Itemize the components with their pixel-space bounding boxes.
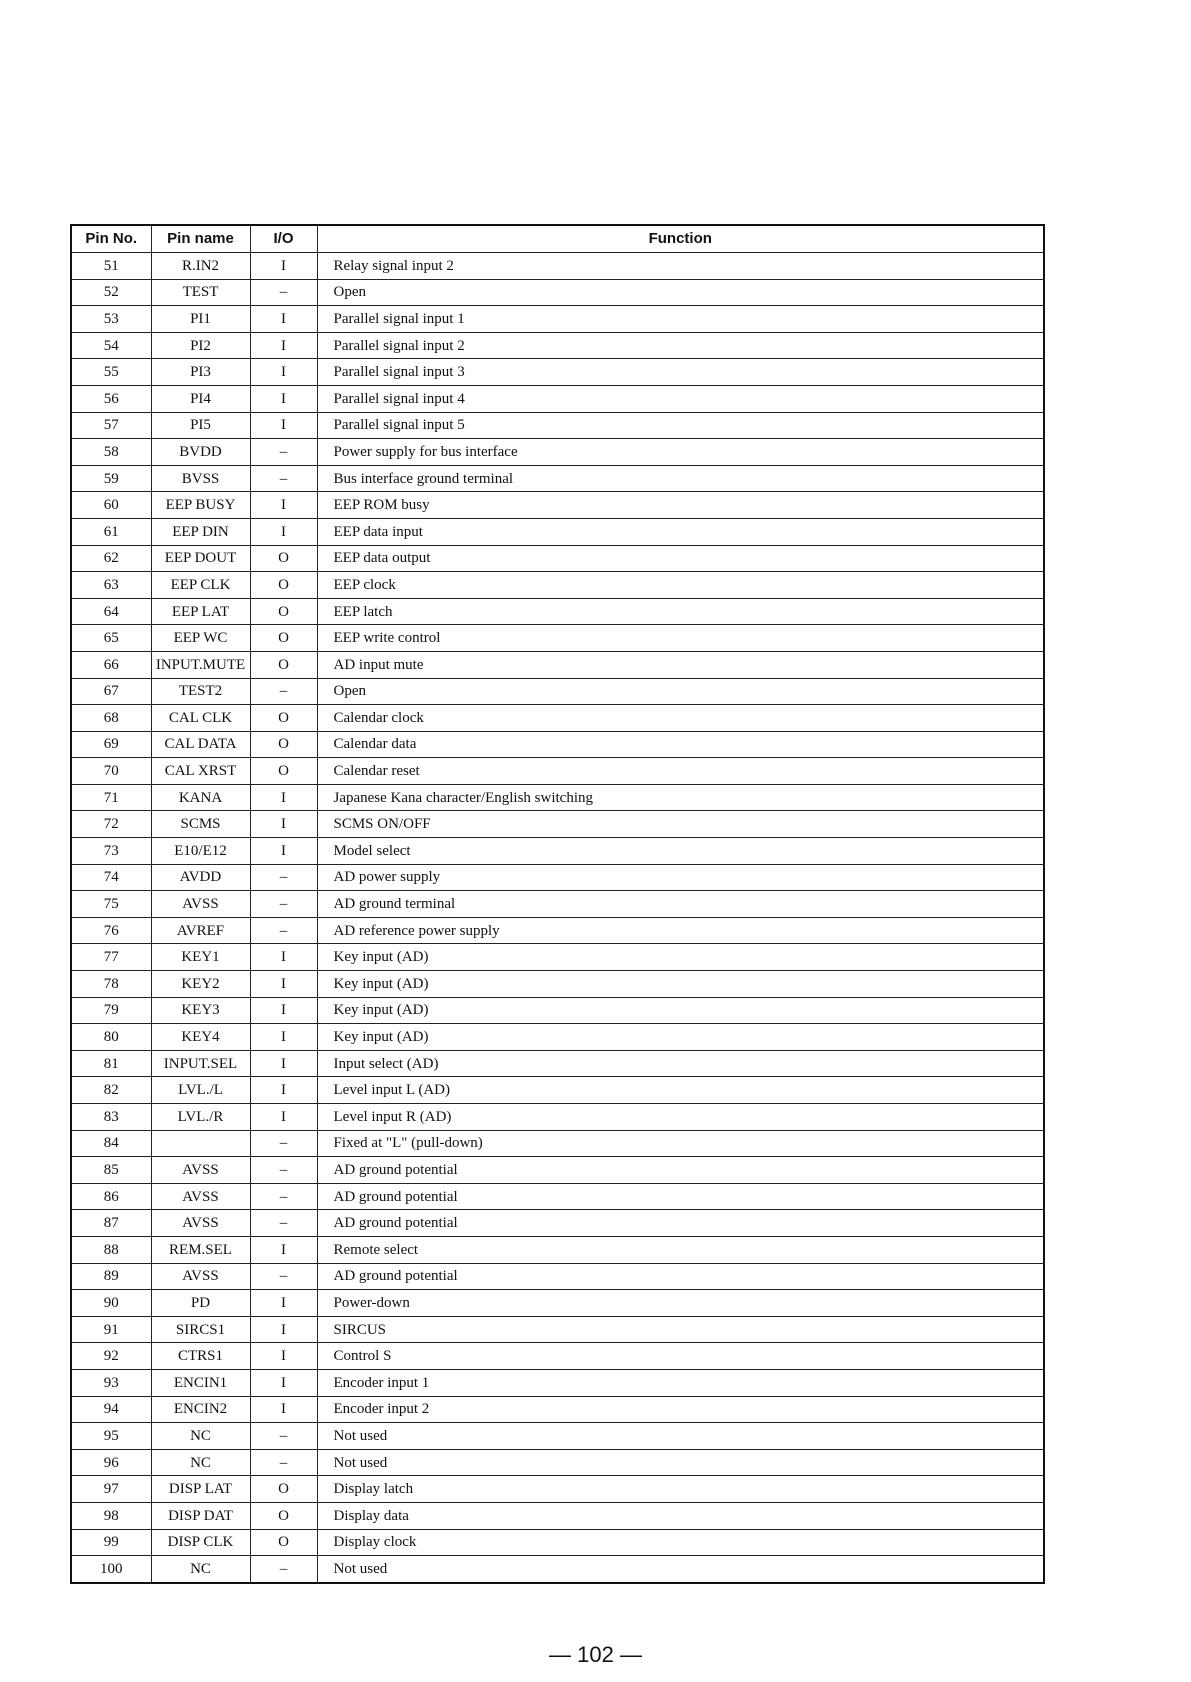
pin-name-cell: CTRS1: [151, 1343, 250, 1370]
function-cell: Power supply for bus interface: [317, 439, 1044, 466]
io-cell: O: [250, 1502, 317, 1529]
pin-name-cell: TEST2: [151, 678, 250, 705]
io-cell: O: [250, 545, 317, 572]
pin-name-cell: NC: [151, 1423, 250, 1450]
function-cell: Key input (AD): [317, 1024, 1044, 1051]
function-cell: AD power supply: [317, 864, 1044, 891]
function-cell: AD reference power supply: [317, 917, 1044, 944]
pin-name-cell: AVREF: [151, 917, 250, 944]
function-cell: EEP clock: [317, 572, 1044, 599]
table-row: [71, 545, 1044, 572]
function-cell: Open: [317, 678, 1044, 705]
pin-number-cell: 83: [71, 1104, 151, 1131]
pin-name-cell: ENCIN1: [151, 1369, 250, 1396]
table-row: [71, 1104, 1044, 1131]
pin-number-cell: 57: [71, 412, 151, 439]
function-cell: Relay signal input 2: [317, 253, 1044, 280]
pin-name-cell: EEP LAT: [151, 598, 250, 625]
pin-number-cell: 86: [71, 1183, 151, 1210]
table-row: [71, 917, 1044, 944]
io-cell: –: [250, 1556, 317, 1583]
io-cell: –: [250, 678, 317, 705]
table-row: [71, 838, 1044, 865]
pin-name-cell: DISP LAT: [151, 1476, 250, 1503]
function-cell: Parallel signal input 3: [317, 359, 1044, 386]
table-header-row: [71, 225, 1044, 253]
io-cell: I: [250, 359, 317, 386]
table-row: [71, 412, 1044, 439]
function-cell: EEP data input: [317, 518, 1044, 545]
table-row: [71, 359, 1044, 386]
table-row: [71, 1024, 1044, 1051]
io-cell: I: [250, 784, 317, 811]
pin-number-cell: 60: [71, 492, 151, 519]
table-row: [71, 465, 1044, 492]
io-cell: I: [250, 997, 317, 1024]
function-cell: Not used: [317, 1449, 1044, 1476]
io-cell: –: [250, 439, 317, 466]
pin-name-cell: EEP BUSY: [151, 492, 250, 519]
table-row: [71, 1183, 1044, 1210]
pin-number-cell: 59: [71, 465, 151, 492]
table-row: [71, 1263, 1044, 1290]
function-cell: Open: [317, 279, 1044, 306]
io-cell: O: [250, 705, 317, 732]
table-row: [71, 1476, 1044, 1503]
function-cell: AD ground potential: [317, 1183, 1044, 1210]
pin-number-cell: 80: [71, 1024, 151, 1051]
pin-name-cell: AVDD: [151, 864, 250, 891]
io-cell: I: [250, 1104, 317, 1131]
pin-name-cell: PI2: [151, 332, 250, 359]
pin-name-cell: DISP DAT: [151, 1502, 250, 1529]
pin-name-cell: EEP WC: [151, 625, 250, 652]
io-cell: I: [250, 332, 317, 359]
pin-name-cell: R.IN2: [151, 253, 250, 280]
pin-number-cell: 75: [71, 891, 151, 918]
function-cell: EEP ROM busy: [317, 492, 1044, 519]
pin-number-cell: 90: [71, 1290, 151, 1317]
table-row: [71, 705, 1044, 732]
pin-number-cell: 61: [71, 518, 151, 545]
io-cell: –: [250, 864, 317, 891]
pin-name-cell: NC: [151, 1556, 250, 1583]
function-cell: AD ground terminal: [317, 891, 1044, 918]
io-cell: –: [250, 1210, 317, 1237]
pin-name-cell: AVSS: [151, 1183, 250, 1210]
io-cell: I: [250, 1290, 317, 1317]
io-cell: I: [250, 971, 317, 998]
table-row: [71, 1077, 1044, 1104]
table-row: [71, 678, 1044, 705]
function-cell: EEP latch: [317, 598, 1044, 625]
io-cell: –: [250, 1130, 317, 1157]
pin-number-cell: 89: [71, 1263, 151, 1290]
table-row: [71, 1396, 1044, 1423]
pin-number-cell: 79: [71, 997, 151, 1024]
table-row: [71, 1236, 1044, 1263]
header-io: I/O: [250, 225, 317, 253]
function-cell: Display latch: [317, 1476, 1044, 1503]
pin-name-cell: PI3: [151, 359, 250, 386]
io-cell: –: [250, 1449, 317, 1476]
table-row: [71, 731, 1044, 758]
pin-name-cell: PI4: [151, 385, 250, 412]
function-cell: Fixed at "L" (pull-down): [317, 1130, 1044, 1157]
pin-name-cell: SCMS: [151, 811, 250, 838]
table-row: [71, 332, 1044, 359]
io-cell: –: [250, 465, 317, 492]
table-row: [71, 625, 1044, 652]
table-row: [71, 758, 1044, 785]
function-cell: SCMS ON/OFF: [317, 811, 1044, 838]
function-cell: Parallel signal input 1: [317, 306, 1044, 333]
pin-number-cell: 84: [71, 1130, 151, 1157]
pin-number-cell: 74: [71, 864, 151, 891]
pin-number-cell: 77: [71, 944, 151, 971]
pin-name-cell: CAL CLK: [151, 705, 250, 732]
pin-number-cell: 66: [71, 651, 151, 678]
pin-number-cell: 93: [71, 1369, 151, 1396]
io-cell: –: [250, 891, 317, 918]
table-row: [71, 1343, 1044, 1370]
pin-number-cell: 92: [71, 1343, 151, 1370]
table-row: [71, 1157, 1044, 1184]
pin-number-cell: 94: [71, 1396, 151, 1423]
pin-number-cell: 82: [71, 1077, 151, 1104]
io-cell: I: [250, 385, 317, 412]
io-cell: I: [250, 518, 317, 545]
table-row: [71, 1290, 1044, 1317]
pin-name-cell: BVDD: [151, 439, 250, 466]
io-cell: O: [250, 758, 317, 785]
table-row: [71, 253, 1044, 280]
table-row: [71, 518, 1044, 545]
pin-number-cell: 87: [71, 1210, 151, 1237]
pin-name-cell: PI1: [151, 306, 250, 333]
table-row: [71, 784, 1044, 811]
pin-name-cell: ENCIN2: [151, 1396, 250, 1423]
pin-name-cell: SIRCS1: [151, 1316, 250, 1343]
pin-name-cell: BVSS: [151, 465, 250, 492]
pin-name-cell: KANA: [151, 784, 250, 811]
pin-number-cell: 78: [71, 971, 151, 998]
pin-name-cell: EEP DIN: [151, 518, 250, 545]
function-cell: Level input L (AD): [317, 1077, 1044, 1104]
pin-name-cell: AVSS: [151, 891, 250, 918]
pin-number-cell: 76: [71, 917, 151, 944]
pin-name-cell: TEST: [151, 279, 250, 306]
pin-name-cell: EEP CLK: [151, 572, 250, 599]
header-function: Function: [317, 225, 1044, 253]
table-row: [71, 891, 1044, 918]
io-cell: –: [250, 279, 317, 306]
pin-name-cell: LVL./R: [151, 1104, 250, 1131]
function-cell: Control S: [317, 1343, 1044, 1370]
table-row: [71, 997, 1044, 1024]
pin-number-cell: 95: [71, 1423, 151, 1450]
io-cell: O: [250, 572, 317, 599]
function-cell: Level input R (AD): [317, 1104, 1044, 1131]
header-pin-name: Pin name: [151, 225, 250, 253]
pin-name-cell: REM.SEL: [151, 1236, 250, 1263]
function-cell: AD ground potential: [317, 1157, 1044, 1184]
pin-number-cell: 64: [71, 598, 151, 625]
function-cell: AD ground potential: [317, 1210, 1044, 1237]
function-cell: Japanese Kana character/English switching: [317, 784, 1044, 811]
function-cell: Bus interface ground terminal: [317, 465, 1044, 492]
pin-number-cell: 51: [71, 253, 151, 280]
table-row: [71, 1449, 1044, 1476]
io-cell: O: [250, 598, 317, 625]
io-cell: I: [250, 1077, 317, 1104]
pin-number-cell: 71: [71, 784, 151, 811]
pin-number-cell: 52: [71, 279, 151, 306]
function-cell: Calendar data: [317, 731, 1044, 758]
io-cell: I: [250, 838, 317, 865]
pin-name-cell: INPUT.MUTE: [151, 651, 250, 678]
pin-number-cell: 67: [71, 678, 151, 705]
pin-name-cell: PD: [151, 1290, 250, 1317]
table-row: [71, 279, 1044, 306]
io-cell: I: [250, 1316, 317, 1343]
function-cell: Not used: [317, 1556, 1044, 1583]
pin-number-cell: 70: [71, 758, 151, 785]
table-row: [71, 385, 1044, 412]
pin-name-cell: NC: [151, 1449, 250, 1476]
table-row: [71, 1210, 1044, 1237]
io-cell: I: [250, 1050, 317, 1077]
function-cell: Parallel signal input 5: [317, 412, 1044, 439]
pin-function-table: [70, 224, 1045, 1584]
table-row: [71, 971, 1044, 998]
table-row: [71, 651, 1044, 678]
pin-number-cell: 55: [71, 359, 151, 386]
function-cell: Input select (AD): [317, 1050, 1044, 1077]
pin-name-cell: KEY2: [151, 971, 250, 998]
function-cell: EEP write control: [317, 625, 1044, 652]
io-cell: I: [250, 1396, 317, 1423]
function-cell: Parallel signal input 2: [317, 332, 1044, 359]
io-cell: –: [250, 1263, 317, 1290]
io-cell: O: [250, 651, 317, 678]
io-cell: –: [250, 1423, 317, 1450]
pin-number-cell: 58: [71, 439, 151, 466]
function-cell: Remote select: [317, 1236, 1044, 1263]
function-cell: Encoder input 1: [317, 1369, 1044, 1396]
pin-name-cell: E10/E12: [151, 838, 250, 865]
function-cell: SIRCUS: [317, 1316, 1044, 1343]
io-cell: –: [250, 1183, 317, 1210]
table-row: [71, 492, 1044, 519]
pin-name-cell: [151, 1130, 250, 1157]
io-cell: O: [250, 1529, 317, 1556]
function-cell: AD input mute: [317, 651, 1044, 678]
pin-name-cell: DISP CLK: [151, 1529, 250, 1556]
function-cell: Not used: [317, 1423, 1044, 1450]
function-cell: Model select: [317, 838, 1044, 865]
io-cell: I: [250, 253, 317, 280]
pin-number-cell: 65: [71, 625, 151, 652]
pin-name-cell: AVSS: [151, 1263, 250, 1290]
pin-name-cell: KEY3: [151, 997, 250, 1024]
pin-number-cell: 72: [71, 811, 151, 838]
io-cell: I: [250, 811, 317, 838]
pin-number-cell: 73: [71, 838, 151, 865]
pin-name-cell: LVL./L: [151, 1077, 250, 1104]
page-number: — 102 —: [549, 1642, 642, 1667]
pin-number-cell: 63: [71, 572, 151, 599]
table-row: [71, 439, 1044, 466]
io-cell: I: [250, 492, 317, 519]
table-row: [71, 811, 1044, 838]
pin-name-cell: CAL DATA: [151, 731, 250, 758]
pin-number-cell: 85: [71, 1157, 151, 1184]
function-cell: Key input (AD): [317, 997, 1044, 1024]
pin-name-cell: AVSS: [151, 1157, 250, 1184]
io-cell: –: [250, 1157, 317, 1184]
io-cell: I: [250, 1343, 317, 1370]
pin-name-cell: AVSS: [151, 1210, 250, 1237]
table-row: [71, 944, 1044, 971]
pin-number-cell: 54: [71, 332, 151, 359]
pin-name-cell: EEP DOUT: [151, 545, 250, 572]
pin-number-cell: 100: [71, 1556, 151, 1583]
function-cell: EEP data output: [317, 545, 1044, 572]
pin-number-cell: 69: [71, 731, 151, 758]
pin-name-cell: INPUT.SEL: [151, 1050, 250, 1077]
pin-name-cell: KEY1: [151, 944, 250, 971]
table-row: [71, 1316, 1044, 1343]
pin-number-cell: 53: [71, 306, 151, 333]
pin-number-cell: 56: [71, 385, 151, 412]
table-row: [71, 1369, 1044, 1396]
pin-number-cell: 91: [71, 1316, 151, 1343]
function-cell: AD ground potential: [317, 1263, 1044, 1290]
pin-number-cell: 81: [71, 1050, 151, 1077]
function-cell: Display data: [317, 1502, 1044, 1529]
function-cell: Power-down: [317, 1290, 1044, 1317]
table-row: [71, 1529, 1044, 1556]
table-body: [71, 253, 1044, 1583]
table-row: [71, 864, 1044, 891]
io-cell: I: [250, 944, 317, 971]
function-cell: Encoder input 2: [317, 1396, 1044, 1423]
pin-number-cell: 62: [71, 545, 151, 572]
table-row: [71, 598, 1044, 625]
io-cell: O: [250, 1476, 317, 1503]
header-pin-no: Pin No.: [71, 225, 151, 253]
io-cell: O: [250, 731, 317, 758]
function-cell: Parallel signal input 4: [317, 385, 1044, 412]
io-cell: –: [250, 917, 317, 944]
pin-number-cell: 96: [71, 1449, 151, 1476]
pin-number-cell: 99: [71, 1529, 151, 1556]
io-cell: I: [250, 1369, 317, 1396]
function-cell: Display clock: [317, 1529, 1044, 1556]
pin-name-cell: KEY4: [151, 1024, 250, 1051]
table-row: [71, 1130, 1044, 1157]
io-cell: I: [250, 412, 317, 439]
table-row: [71, 1502, 1044, 1529]
pin-number-cell: 68: [71, 705, 151, 732]
table-row: [71, 572, 1044, 599]
pin-number-cell: 97: [71, 1476, 151, 1503]
io-cell: I: [250, 306, 317, 333]
table-row: [71, 1556, 1044, 1583]
io-cell: O: [250, 625, 317, 652]
io-cell: I: [250, 1236, 317, 1263]
pin-number-cell: 88: [71, 1236, 151, 1263]
pin-name-cell: PI5: [151, 412, 250, 439]
function-cell: Calendar clock: [317, 705, 1044, 732]
pin-name-cell: CAL XRST: [151, 758, 250, 785]
function-cell: Calendar reset: [317, 758, 1044, 785]
function-cell: Key input (AD): [317, 944, 1044, 971]
table-row: [71, 306, 1044, 333]
table-row: [71, 1050, 1044, 1077]
io-cell: I: [250, 1024, 317, 1051]
table-row: [71, 1423, 1044, 1450]
function-cell: Key input (AD): [317, 971, 1044, 998]
pin-number-cell: 98: [71, 1502, 151, 1529]
